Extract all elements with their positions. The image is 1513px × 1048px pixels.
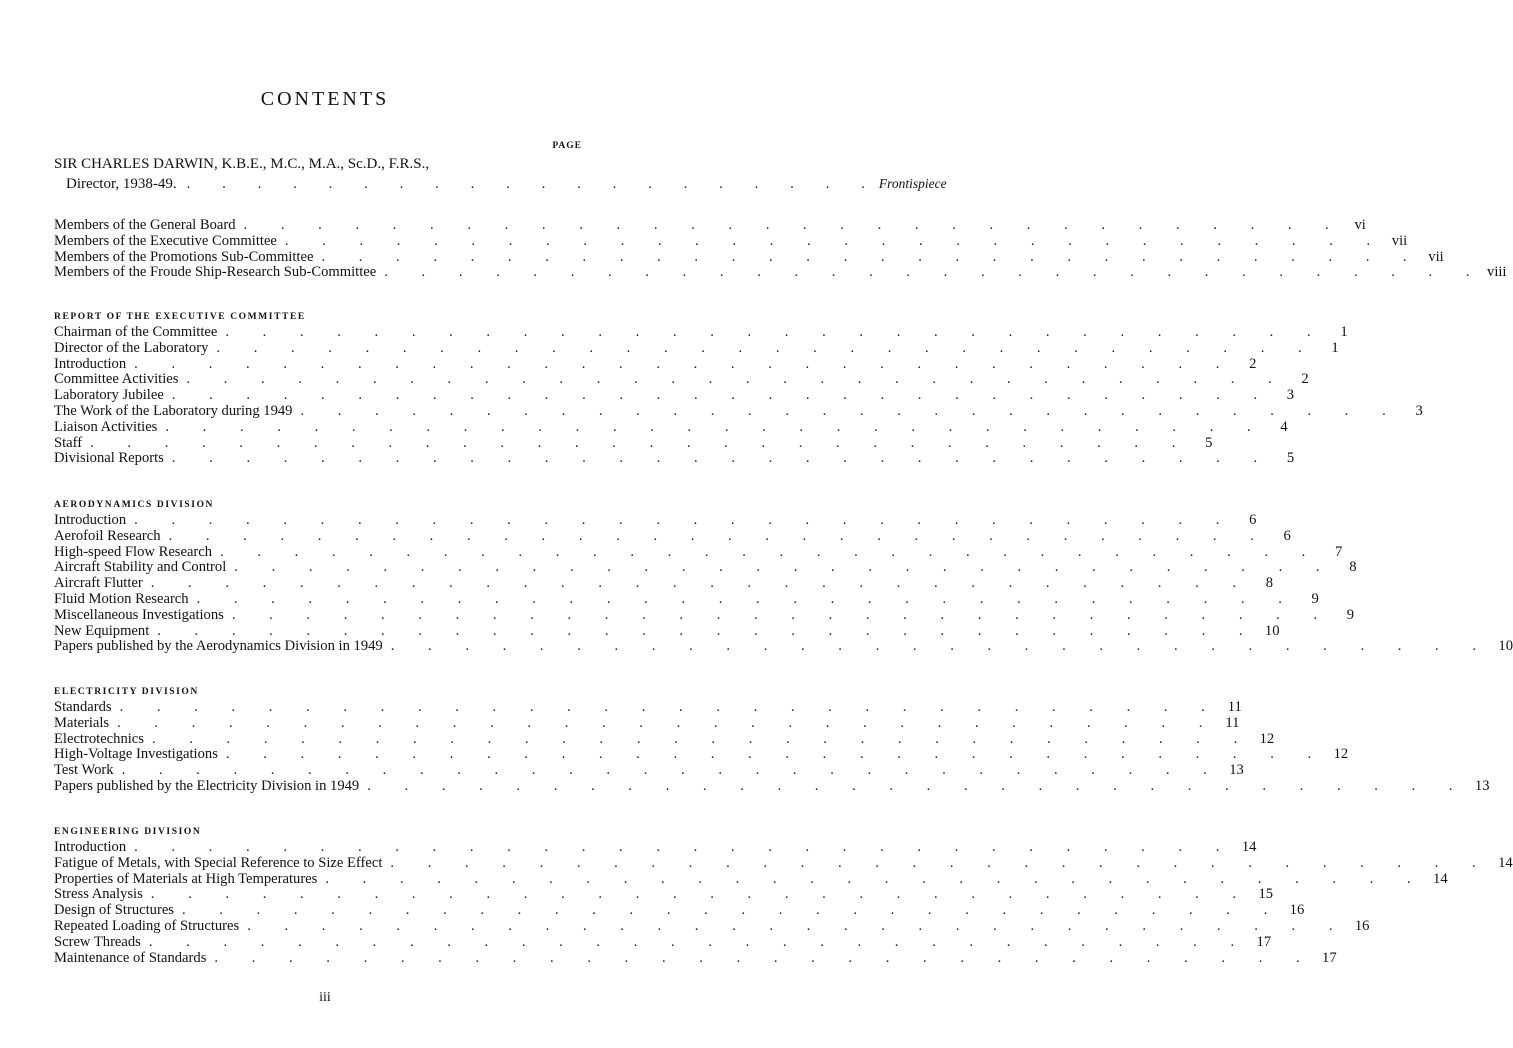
toc-entry[interactable]: Standards . . . . . . . . . . . . . . . . . . . . . . . . . . . . . . 11 (54, 699, 1242, 715)
entry-label: Committee Activities (54, 371, 179, 388)
toc-entry[interactable]: Design of Structures . . . . . . . . . . . . . . . . . . . . . . . . . . . . . . 16 (54, 902, 1305, 919)
toc-entry[interactable]: Fluid Motion Research . . . . . . . . . . . . . . . . . . . . . . . . . . . . . . 9 (54, 590, 1319, 607)
entry-label: Introduction (54, 839, 127, 855)
entry-page: 14 (1433, 870, 1448, 887)
entry-page: vii (1428, 248, 1444, 265)
toc-entry[interactable]: Committee Activities . . . . . . . . . . . . . . . . . . . . . . . . . . . . . . 2 (54, 371, 1309, 388)
entry-label: Members of the Executive Committee (54, 232, 277, 249)
entry-label: Introduction (54, 512, 127, 528)
toc-entry[interactable]: High-speed Flow Research . . . . . . . . . . . . . . . . . . . . . . . . . . . . . . 7 (54, 543, 1343, 560)
toc-entry[interactable]: High-Voltage Investigations . . . . . . . . . . . . . . . . . . . . . . . . . . . . . . 12 (54, 746, 1349, 763)
entry-label: Properties of Materials at High Temperatures (54, 870, 318, 887)
page-column-header: PAGE (552, 141, 582, 151)
entry-page: 13 (1229, 762, 1244, 779)
entry-page: 2 (1249, 355, 1257, 372)
section-heading: ENGINEERING DIVISION (54, 827, 202, 837)
toc-entry[interactable]: Electrotechnics . . . . . . . . . . . . . . . . . . . . . . . . . . . . . . 12 (54, 730, 1275, 747)
director-title: Director, 1938-49. (66, 176, 177, 192)
frontispiece-ref: Frontispiece (878, 176, 947, 191)
entry-page: 8 (1265, 575, 1274, 592)
section-heading: ELECTRICITY DIVISION (54, 687, 199, 697)
director-name: SIR CHARLES DARWIN, K.B.E., M.C., M.A., Sc.D., F.R.S., (54, 156, 430, 172)
entry-label: Staff (54, 434, 83, 451)
toc-entry[interactable]: Properties of Materials at High Temperatures . . . . . . . . . . . . . . . . . . . . . . . . . . . . . . 14 (54, 870, 1448, 887)
toc-entry[interactable]: New Equipment . . . . . . . . . . . . . . . . . . . . . . . . . . . . . . 10 (54, 622, 1280, 639)
entry-label: Chairman of the Committee (54, 324, 218, 340)
entry-label: Aircraft Flutter (54, 575, 143, 592)
entry-label: Members of the General Board (54, 217, 236, 233)
entry-label: Maintenance of Standards (54, 949, 207, 966)
toc-entry[interactable]: Maintenance of Standards . . . . . . . . . . . . . . . . . . . . . . . . . . . . . . 17 (54, 949, 1337, 966)
entry-label: Test Work (54, 762, 114, 779)
entry-label: Screw Threads (54, 933, 141, 950)
entry-label: Electrotechnics (54, 730, 144, 747)
toc-entry[interactable]: Stress Analysis . . . . . . . . . . . . . . . . . . . . . . . . . . . . . . 15 (54, 886, 1274, 903)
toc-entry[interactable]: Papers published by the Electricity Division in 1949 . . . . . . . . . . . . . . . . . . . . . . . . . . . . . . 13 (54, 777, 1490, 794)
entry-page: 3 (1415, 402, 1423, 419)
entry-page: 17 (1322, 949, 1337, 966)
entry-page: vii (1391, 232, 1408, 249)
entry-page: 4 (1280, 418, 1288, 435)
toc-entry[interactable]: Chairman of the Committee . . . . . . . . . . . . . . . . . . . . . . . . . . . . . . 1 (54, 324, 1348, 340)
toc-entry[interactable]: Aircraft Flutter . . . . . . . . . . . . . . . . . . . . . . . . . . . . . . 8 (54, 575, 1274, 592)
entry-page: 11 (1227, 699, 1242, 715)
entry-page: 5 (1286, 450, 1295, 467)
entry-label: High-speed Flow Research (54, 543, 213, 560)
section-heading: AERODYNAMICS DIVISION (54, 500, 215, 510)
entry-label: Repeated Loading of Structures (54, 917, 240, 934)
entry-label: Director of the Laboratory (54, 339, 209, 356)
entry-label: Introduction (54, 355, 127, 372)
entry-page: 5 (1205, 434, 1213, 451)
entry-page: 1 (1331, 339, 1339, 356)
toc-entry[interactable]: Members of the Promotions Sub-Committee . . . . . . . . . . . . . . . . . . . . . . . . . . . . . . vii (54, 248, 1444, 265)
toc-entry[interactable]: Members of the Executive Committee . . . . . . . . . . . . . . . . . . . . . . . . . . . . . . vii (54, 232, 1408, 249)
toc-entry[interactable]: Aerofoil Research . . . . . . . . . . . . . . . . . . . . . . . . . . . . . . 6 (54, 527, 1291, 544)
entry-label: Divisional Reports (54, 450, 164, 467)
toc-entry[interactable]: Director of the Laboratory . . . . . . . . . . . . . . . . . . . . . . . . . . . . . . 1 (54, 339, 1339, 356)
electricity-section (54, 684, 1490, 795)
toc-entry[interactable]: Screw Threads . . . . . . . . . . . . . . . . . . . . . . . . . . . . . . 17 (54, 933, 1272, 950)
aerodynamics-section (54, 497, 1513, 655)
entry-page: 12 (1333, 746, 1349, 763)
entry-label: Standards (54, 699, 112, 715)
entry-page: 10 (1498, 638, 1513, 655)
entry-page: 6 (1249, 512, 1257, 528)
entry-label: Miscellaneous Investigations (54, 606, 224, 623)
entry-page: 10 (1264, 622, 1280, 639)
report-section (54, 309, 1423, 467)
toc-entry[interactable]: Test Work . . . . . . . . . . . . . . . . . . . . . . . . . . . . . . 13 (54, 762, 1244, 779)
entry-label: Fatigue of Metals, with Special Reference to Size Effect (54, 854, 383, 871)
toc-entry[interactable]: Miscellaneous Investigations . . . . . . . . . . . . . . . . . . . . . . . . . . . . . . 9 (54, 606, 1355, 623)
entry-page: 14 (1498, 854, 1513, 871)
entry-label: Laboratory Jubilee (54, 387, 164, 404)
entry-page: 16 (1354, 917, 1370, 934)
entry-label: New Equipment (54, 622, 150, 639)
toc-entry[interactable]: Laboratory Jubilee . . . . . . . . . . . . . . . . . . . . . . . . . . . . . . 3 (54, 387, 1295, 404)
entry-page: 2 (1301, 371, 1309, 388)
entry-label: Members of the Froude Ship-Research Sub-Committee (54, 264, 377, 281)
entry-page: 12 (1259, 730, 1275, 747)
director-entry (66, 176, 947, 193)
entry-page: 8 (1349, 559, 1357, 576)
entry-label: The Work of the Laboratory during 1949 (54, 402, 293, 419)
entry-page: 11 (1225, 714, 1240, 731)
entry-label: Materials (54, 714, 110, 731)
entry-page: 7 (1335, 543, 1343, 560)
entry-label: Aerofoil Research (54, 527, 161, 544)
page-title: CONTENTS (260, 88, 390, 110)
section-heading: REPORT OF THE EXECUTIVE COMMITTEE (54, 312, 306, 322)
toc-entry[interactable]: Members of the Froude Ship-Research Sub-Committee . . . . . . . . . . . . . . . . . . . . . . . . . . . . . . viii (54, 264, 1507, 281)
toc-entry[interactable]: Staff . . . . . . . . . . . . . . . . . . . . . . . . . . . . . . 5 (54, 434, 1213, 451)
entry-page: 17 (1256, 933, 1272, 950)
entry-label: Liaison Activities (54, 418, 158, 435)
entry-label: Design of Structures (54, 902, 174, 919)
entry-page: 9 (1346, 606, 1355, 623)
leader-dots: . . . . . . . . . . . . . . . . . . . . (186, 176, 879, 192)
entry-page: 9 (1311, 590, 1319, 607)
entry-page: 3 (1286, 387, 1295, 404)
entry-page: 13 (1474, 777, 1490, 794)
entry-label: High-Voltage Investigations (54, 746, 218, 763)
entry-label: Stress Analysis (54, 886, 143, 903)
toc-entry[interactable]: Introduction . . . . . . . . . . . . . . . . . . . . . . . . . . . . . . 2 (54, 355, 1257, 372)
toc-entry[interactable]: Liaison Activities . . . . . . . . . . . . . . . . . . . . . . . . . . . . . . 4 (54, 418, 1288, 435)
entry-page: 14 (1241, 839, 1257, 855)
toc-entry[interactable]: Papers published by the Aerodynamics Division in 1949 . . . . . . . . . . . . . . . . . . . . . . . . . . . . . . 10 (54, 638, 1513, 655)
toc-entry[interactable]: Members of the General Board . . . . . . . . . . . . . . . . . . . . . . . . . . . . . . vi (54, 217, 1366, 233)
entry-page: 16 (1289, 902, 1305, 919)
entry-label: Papers published by the Aerodynamics Division in 1949 (54, 638, 383, 655)
members-section (54, 217, 1507, 281)
toc-entry[interactable]: Aircraft Stability and Control . . . . . . . . . . . . . . . . . . . . . . . . . . . . . . 8 (54, 559, 1357, 576)
entry-page: 1 (1340, 324, 1348, 340)
entry-page: vi (1354, 217, 1366, 233)
entry-page: 6 (1283, 527, 1291, 544)
toc-entry[interactable]: Divisional Reports . . . . . . . . . . . . . . . . . . . . . . . . . . . . . . 5 (54, 450, 1295, 467)
toc-entry[interactable]: Materials . . . . . . . . . . . . . . . . . . . . . . . . . . . . . . 11 (54, 714, 1240, 731)
toc-entry[interactable]: Introduction . . . . . . . . . . . . . . . . . . . . . . . . . . . . . . 6 (54, 512, 1257, 528)
page-number: iii (319, 990, 331, 1005)
toc-entry[interactable]: Introduction . . . . . . . . . . . . . . . . . . . . . . . . . . . . . . 14 (54, 839, 1257, 855)
entry-label: Fluid Motion Research (54, 590, 189, 607)
toc-entry[interactable]: Fatigue of Metals, with Special Reference to Size Effect . . . . . . . . . . . . . . . . . . . . . . . . . . . . . . 14 (54, 854, 1513, 871)
engineering-section (54, 824, 1513, 966)
entry-label: Aircraft Stability and Control (54, 559, 227, 576)
entry-page: 15 (1258, 886, 1274, 903)
toc-entry[interactable]: The Work of the Laboratory during 1949 . . . . . . . . . . . . . . . . . . . . . . . . . . . . . . 3 (54, 402, 1423, 419)
entry-label: Papers published by the Electricity Division in 1949 (54, 777, 360, 794)
entry-page: viii (1487, 264, 1507, 281)
toc-entry[interactable]: Repeated Loading of Structures . . . . . . . . . . . . . . . . . . . . . . . . . . . . . . 16 (54, 917, 1370, 934)
entry-label: Members of the Promotions Sub-Committee (54, 248, 314, 265)
